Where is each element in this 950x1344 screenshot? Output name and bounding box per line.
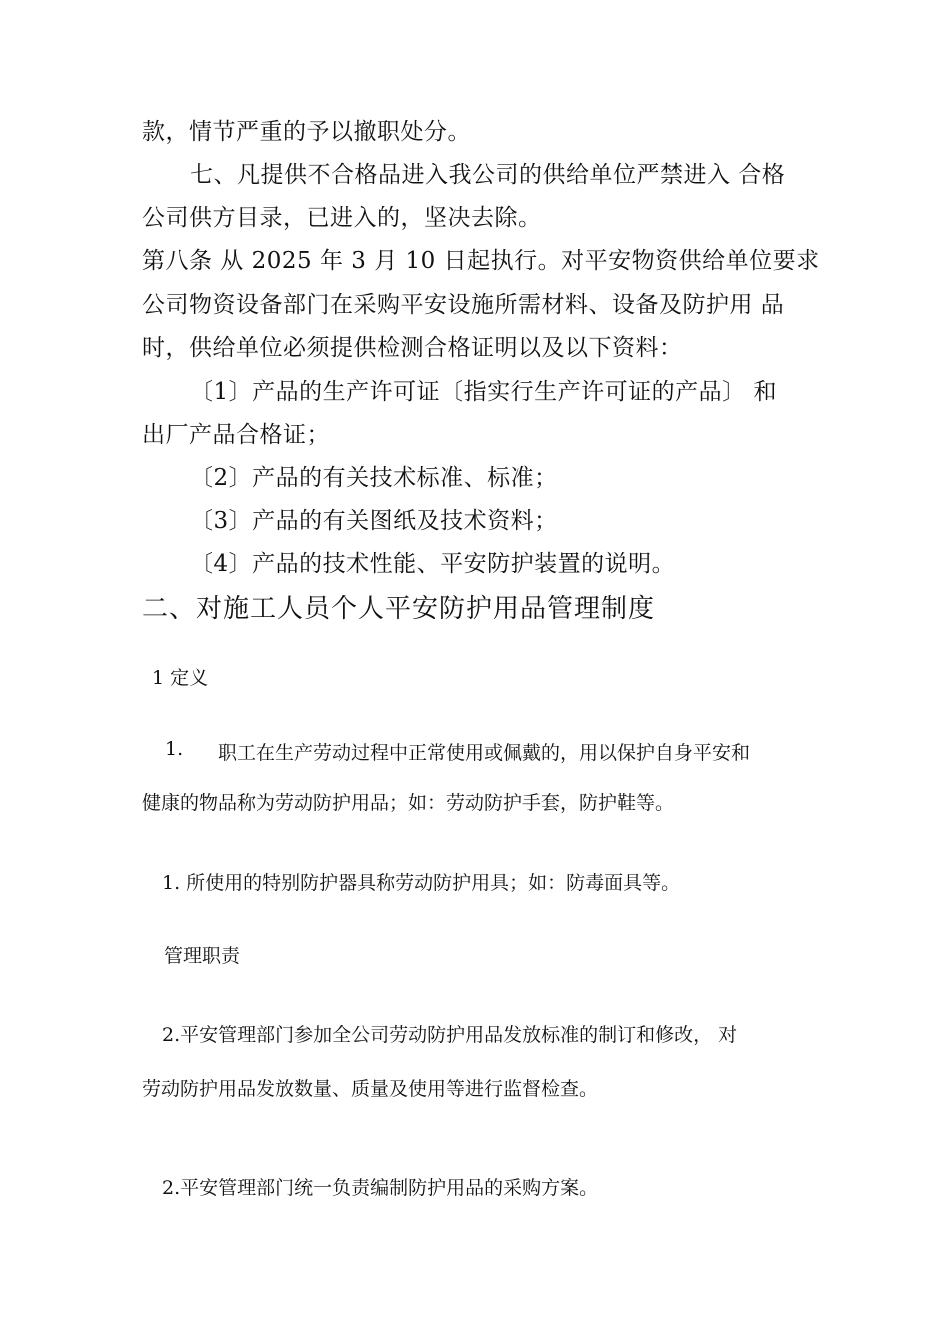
duty-line: 2.平安管理部门统一负责编制防护用品的采购方案。 xyxy=(162,1177,599,1199)
definition-line: 健康的物品称为劳动防护用品；如：劳动防护手套，防护鞋等。 xyxy=(142,792,675,814)
article-eight-line: 时，供给单位必须提供检测合格证明以及以下资料： xyxy=(142,335,683,361)
list-item: 〔1〕产品的生产许可证〔指实行生产许可证的产品〕 和 xyxy=(190,379,777,405)
clause-seven-line: 七、凡提供不合格品进入我公司的供给单位严禁进入 合格 xyxy=(190,162,786,188)
definition-line: 1. 所使用的特别防护器具称劳动防护用具；如：防毒面具等。 xyxy=(162,872,681,894)
list-item: 〔3〕产品的有关图纸及技术资料； xyxy=(190,508,558,534)
subsection-title: 1 定义 xyxy=(152,667,209,689)
duty-line: 2.平安管理部门参加全公司劳动防护用品发放标准的制订和修改， 对 xyxy=(162,1024,738,1046)
duty-line: 劳动防护用品发放数量、质量及使用等进行监督检查。 xyxy=(142,1078,599,1100)
definition-line: 职工在生产劳动过程中正常使用或佩戴的，用以保护自身平安和 xyxy=(218,742,751,764)
list-item: 〔4〕产品的技术性能、平安防护装置的说明。 xyxy=(190,551,676,577)
subsection-title: 管理职责 xyxy=(164,945,241,967)
paragraph-line: 款，情节严重的予以撤职处分。 xyxy=(142,119,471,145)
list-number: 1. xyxy=(165,738,184,760)
list-item: 〔2〕产品的有关技术标准、标准； xyxy=(190,465,558,491)
list-item: 出厂产品合格证； xyxy=(142,422,330,448)
article-eight-line: 第八条 从 2025 年 3 月 10 日起执行。对平安物资供给单位要求 xyxy=(142,248,820,274)
section-heading: 二、对施工人员个人平安防护用品管理制度 xyxy=(142,594,656,624)
clause-seven-line: 公司供方目录，已进入的，坚决去除。 xyxy=(142,205,542,231)
article-eight-line: 公司物资设备部门在采购平安设施所需材料、设备及防护用 品 xyxy=(142,292,785,318)
